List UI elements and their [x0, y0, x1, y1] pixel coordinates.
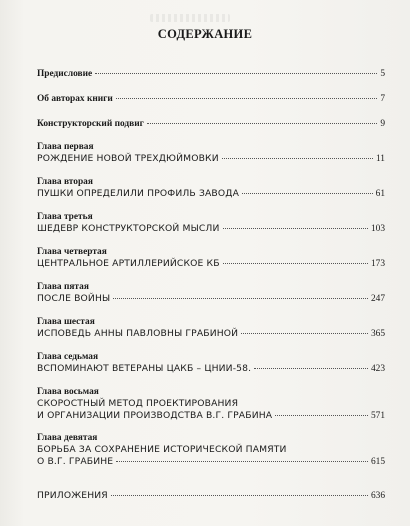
toc-page-number: 423 — [370, 364, 385, 374]
chapter-title-line: БОРЬБА ЗА СОХРАНЕНИЕ ИСТОРИЧЕСКОЙ ПАМЯТИ — [37, 444, 287, 455]
toc-page-number: 636 — [370, 491, 385, 501]
toc-entry-label: Об авторах книги — [37, 94, 113, 104]
toc-page-number: 173 — [370, 259, 385, 269]
leader-dots — [223, 263, 368, 264]
leader-dots — [113, 298, 368, 299]
toc-chapter-8[interactable] — [37, 387, 385, 422]
chapter-title: ПОСЛЕ ВОЙНЫ — [37, 293, 111, 304]
chapter-title: И ОРГАНИЗАЦИИ ПРОИЗВОДСТВА В.Г. ГРАБИНА — [37, 410, 273, 421]
toc-entry-authors[interactable] — [37, 93, 385, 105]
appendix-title: ПРИЛОЖЕНИЯ — [37, 490, 108, 501]
toc-page-number: 571 — [370, 411, 385, 421]
toc-chapter-2[interactable] — [37, 177, 385, 200]
toc-chapter-6[interactable] — [37, 317, 385, 340]
toc-page-number: 61 — [375, 189, 385, 199]
toc-chapter-3[interactable] — [37, 212, 385, 235]
chapter-title: ЦЕНТРАЛЬНОЕ АРТИЛЛЕРИЙСКОЕ КБ — [37, 258, 220, 269]
toc-chapter-5[interactable] — [37, 282, 385, 305]
toc-entry-label: Предисловие — [37, 69, 93, 79]
chapter-label: Глава третья — [37, 212, 93, 222]
leader-dots — [147, 123, 377, 124]
chapter-title: ШЕДЕВР КОНСТРУКТОРСКОЙ МЫСЛИ — [37, 223, 220, 234]
chapter-label: Глава пятая — [37, 282, 89, 292]
chapter-title: ПУШКИ ОПРЕДЕЛИЛИ ПРОФИЛЬ ЗАВОДА — [37, 188, 240, 199]
leader-dots — [111, 495, 368, 496]
leader-dots — [241, 333, 368, 334]
toc-chapter-9[interactable] — [37, 433, 385, 468]
toc-page-number: 365 — [370, 329, 385, 339]
toc-chapter-7[interactable] — [37, 352, 385, 375]
bleed-through-mark — [150, 14, 230, 22]
chapter-label: Глава четвертая — [37, 247, 107, 257]
chapter-label: Глава шестая — [37, 317, 95, 327]
chapter-label: Глава первая — [37, 142, 94, 152]
toc-page-number: 103 — [370, 224, 385, 234]
toc-chapter-1[interactable] — [37, 142, 385, 165]
leader-dots — [275, 415, 368, 416]
toc-entry-feat[interactable] — [37, 118, 385, 130]
chapter-title-line: СКОРОСТНЫЙ МЕТОД ПРОЕКТИРОВАНИЯ — [37, 398, 239, 409]
toc-page-number: 247 — [370, 294, 385, 304]
chapter-title: РОЖДЕНИЕ НОВОЙ ТРЕХДЮЙМОВКИ — [37, 153, 219, 164]
leader-dots — [242, 193, 373, 194]
toc-page-number: 9 — [380, 119, 385, 129]
chapter-label: Глава вторая — [37, 177, 93, 187]
toc-entry-appendix[interactable] — [37, 490, 385, 502]
leader-dots — [222, 158, 373, 159]
toc-page-number: 5 — [380, 69, 385, 79]
toc-entry-preface[interactable] — [37, 68, 385, 80]
toc-entry-label: Конструкторский подвиг — [37, 119, 144, 129]
leader-dots — [223, 228, 368, 229]
chapter-label: Глава девятая — [37, 433, 98, 443]
leader-dots — [116, 461, 368, 462]
chapter-title: О В.Г. ГРАБИНЕ — [37, 456, 114, 467]
toc-page-number: 615 — [370, 457, 385, 467]
leader-dots — [254, 368, 368, 369]
chapter-label: Глава восьмая — [37, 387, 99, 397]
toc-chapter-4[interactable] — [37, 247, 385, 270]
chapter-label: Глава седьмая — [37, 352, 99, 362]
toc-page-number: 11 — [375, 154, 385, 164]
toc-page-number: 7 — [380, 94, 385, 104]
leader-dots — [95, 73, 377, 74]
page-title: СОДЕРЖАНИЕ — [157, 27, 253, 41]
chapter-title: ИСПОВЕДЬ АННЫ ПАВЛОВНЫ ГРАБИНОЙ — [37, 328, 239, 339]
chapter-title: ВСПОМИНАЮТ ВЕТЕРАНЫ ЦАКБ – ЦНИИ-58. — [37, 363, 252, 374]
leader-dots — [116, 98, 378, 99]
